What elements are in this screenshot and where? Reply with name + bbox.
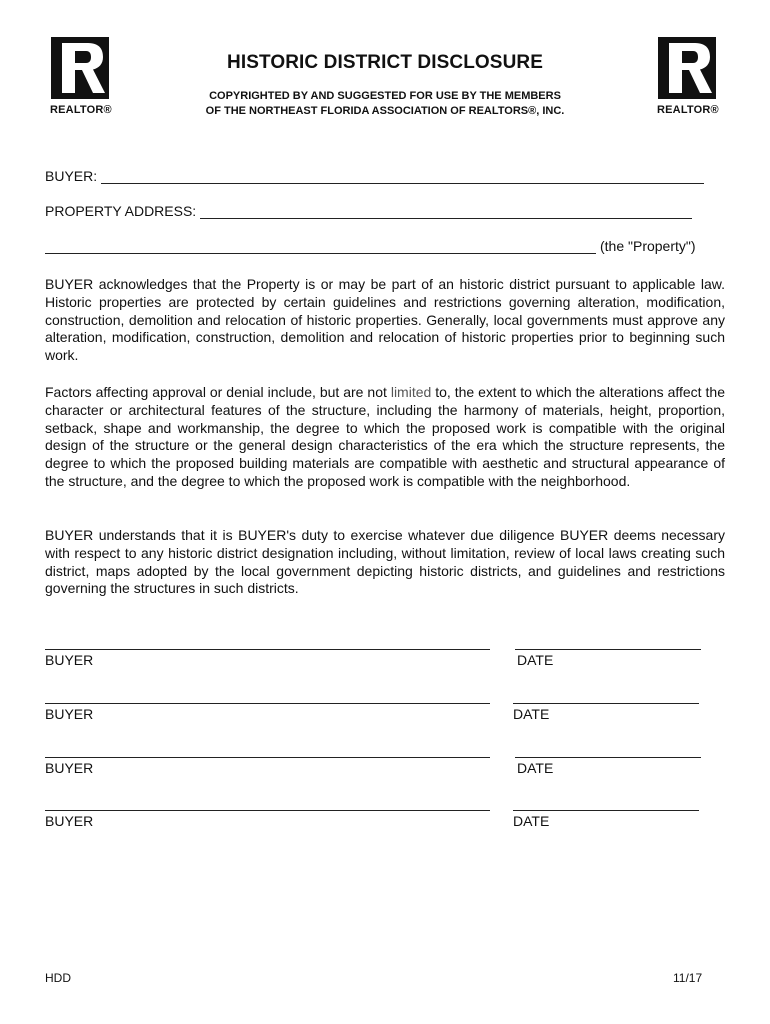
buyer-name-line[interactable] xyxy=(101,169,704,184)
paragraph-due-diligence: BUYER understands that it is BUYER's duty to exercise whatever due diligence BUYER deems necessary with respect to any historic district designation including, without limitation, review of local laws creating such district, maps adopted by the local government depicting historic districts, and guidelines and restrictions governing the structures in such districts. xyxy=(45,527,725,597)
buyer-signature-label-1: BUYER xyxy=(45,652,94,668)
subtitle-line-2: OF THE NORTHEAST FLORIDA ASSOCIATION OF REALTORS®, INC. xyxy=(205,105,565,117)
buyer-signature-label-3: BUYER xyxy=(45,760,94,776)
date-line-1[interactable] xyxy=(515,649,701,650)
date-label-3: DATE xyxy=(517,760,554,776)
buyer-signature-line-1[interactable] xyxy=(45,649,490,650)
subtitle-line-1: COPYRIGHTED BY AND SUGGESTED FOR USE BY THE MEMBERS xyxy=(209,90,561,102)
property-suffix: (the "Property") xyxy=(600,238,696,254)
property-address-line[interactable] xyxy=(200,204,692,219)
factors-text-start: Factors affecting approval or denial include, but are not xyxy=(45,384,391,400)
buyer-signature-line-4[interactable] xyxy=(45,810,490,811)
paragraph-factors xyxy=(45,384,725,491)
date-line-4[interactable] xyxy=(513,810,699,811)
factors-text-end: to, the extent to which the alterations affect the character or architectural features of the structure, including the harmony of materials, height, proportion, setback, shape and workmanship, the degree to which the proposed work is compatible with the original design of the structure or the general design characteristics of the era which the structure represents, the degree to which the proposed building materials are compatible with aesthetic and structural appearance of the structure, and the degree to which the proposed work is compatible with the neighborhood. xyxy=(45,384,725,489)
property-address-label: PROPERTY ADDRESS: xyxy=(45,203,197,219)
form-revision: 11/17 xyxy=(673,971,703,985)
date-label-1: DATE xyxy=(517,652,554,668)
buyer-signature-label-4: BUYER xyxy=(45,813,94,829)
buyer-signature-label-2: BUYER xyxy=(45,706,94,722)
buyer-signature-line-3[interactable] xyxy=(45,757,490,758)
realtor-caption-right: REALTOR® xyxy=(657,104,719,116)
paragraph-acknowledgement: BUYER acknowledges that the Property is or may be part of an historic district pursuant to applicable law. Historic properties are protected by certain guidelines and restrictions governing alteration, modification, construction, demolition and relocation of historic properties. Generally, local governments must approve any alteration, modification, construction, demolition and relocation of historic properties prior to beginning such work. xyxy=(45,276,725,364)
form-title: HISTORIC DISTRICT DISCLOSURE xyxy=(227,52,543,73)
realtor-caption-left: REALTOR® xyxy=(50,104,112,116)
date-label-2: DATE xyxy=(513,706,550,722)
factors-highlight-word: limited xyxy=(390,384,432,400)
property-address-line-2[interactable] xyxy=(45,239,596,254)
buyer-signature-line-2[interactable] xyxy=(45,703,490,704)
property-address-continuation xyxy=(45,238,696,254)
buyer-field xyxy=(45,168,704,184)
form-code: HDD xyxy=(45,971,71,985)
date-line-3[interactable] xyxy=(515,757,701,758)
date-label-4: DATE xyxy=(513,813,550,829)
date-line-2[interactable] xyxy=(513,703,699,704)
property-address-field xyxy=(45,203,692,219)
buyer-label: BUYER: xyxy=(45,168,98,184)
